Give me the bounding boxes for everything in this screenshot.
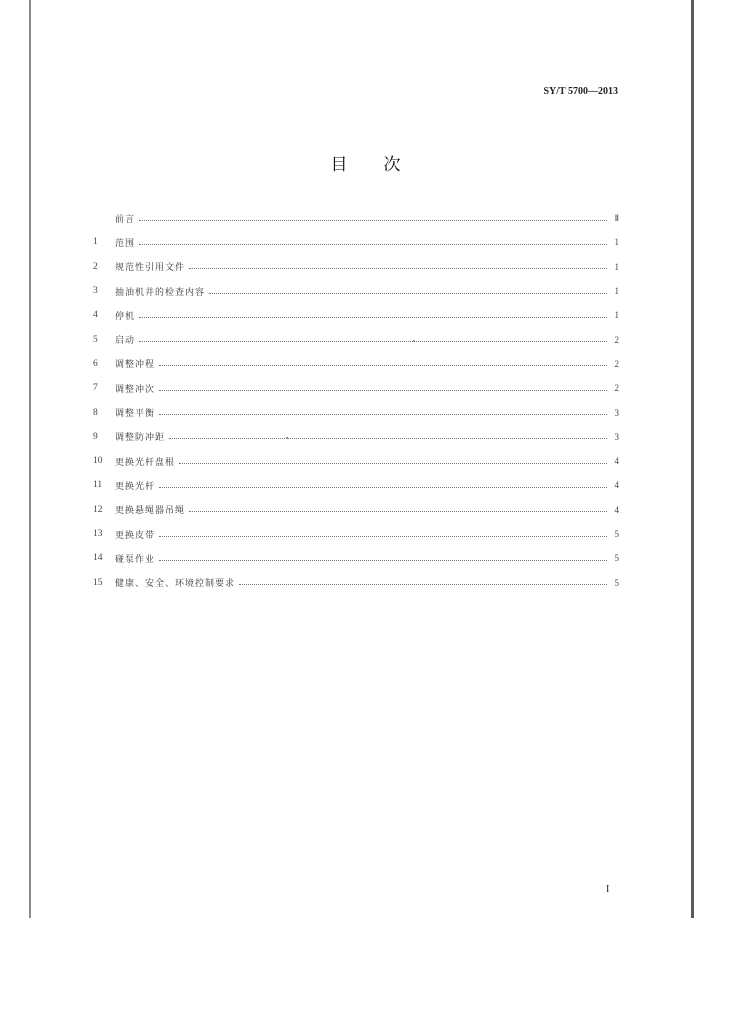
standard-code: SY/T 5700—2013 — [543, 86, 618, 97]
toc-dot-leader — [179, 463, 607, 464]
toc-entry-number: 3 — [93, 286, 98, 297]
scan-edge-left — [29, 0, 31, 918]
toc-dot-leader — [139, 317, 607, 318]
toc-entry-label: 健康、安全、环境控制要求 — [115, 579, 236, 590]
toc-entry-label: 调整防冲距 — [115, 433, 166, 444]
toc-entry-page: 3 — [614, 407, 619, 418]
toc-dot-leader — [139, 244, 607, 245]
toc-entry-page: 1 — [614, 286, 619, 297]
toc-entry[interactable] — [93, 255, 619, 279]
table-of-contents — [93, 206, 619, 595]
page-title: 目次 — [330, 155, 437, 175]
toc-entry-label: 更换皮带 — [115, 530, 156, 541]
toc-entry-label: 前言 — [115, 214, 136, 225]
toc-entry[interactable] — [93, 206, 619, 230]
toc-entry-label: 抽油机井的检查内容 — [115, 287, 206, 298]
toc-entry-number: 11 — [93, 480, 103, 491]
toc-entry-page: 5 — [614, 553, 619, 564]
toc-entry-page: 1 — [614, 237, 619, 248]
toc-entry[interactable] — [93, 230, 619, 254]
toc-entry[interactable] — [93, 327, 619, 351]
toc-entry-page: 2 — [614, 358, 619, 369]
toc-entry[interactable] — [93, 449, 619, 473]
toc-entry[interactable] — [93, 425, 619, 449]
toc-entry-label: 启动 — [115, 336, 136, 347]
toc-entry-label: 调整冲次 — [115, 384, 156, 395]
toc-dot-leader — [159, 414, 607, 415]
toc-dot-leader — [139, 341, 607, 342]
toc-entry[interactable] — [93, 400, 619, 424]
toc-entry-page: 2 — [614, 334, 619, 345]
toc-entry-page: 5 — [614, 577, 619, 588]
toc-entry-number: 8 — [93, 407, 98, 418]
toc-entry-number: 10 — [93, 456, 103, 467]
toc-entry-number: 12 — [93, 504, 103, 515]
toc-entry[interactable] — [93, 522, 619, 546]
scan-edge-right — [691, 0, 694, 918]
toc-entry-number: 4 — [93, 310, 98, 321]
toc-dot-leader — [159, 560, 607, 561]
toc-entry-number: 2 — [93, 261, 98, 272]
toc-entry-label: 调整平衡 — [115, 409, 156, 420]
toc-entry-number: 1 — [93, 237, 98, 248]
toc-dot-leader — [189, 268, 607, 269]
scan-speck — [413, 340, 415, 342]
toc-entry[interactable] — [93, 352, 619, 376]
toc-entry-number: 7 — [93, 383, 98, 394]
toc-entry-label: 更换光杆 — [115, 481, 156, 492]
toc-entry-page: 1 — [614, 310, 619, 321]
toc-entry[interactable] — [93, 279, 619, 303]
toc-entry-page: 4 — [614, 480, 619, 491]
toc-dot-leader — [159, 487, 607, 488]
toc-entry[interactable] — [93, 376, 619, 400]
toc-entry[interactable] — [93, 303, 619, 327]
toc-entry-page: 1 — [614, 261, 619, 272]
toc-entry[interactable] — [93, 498, 619, 522]
toc-dot-leader — [139, 220, 607, 221]
toc-entry-page: 4 — [614, 456, 619, 467]
toc-dot-leader — [189, 511, 607, 512]
toc-dot-leader — [169, 438, 607, 439]
toc-entry-label: 碰泵作业 — [115, 554, 156, 565]
toc-entry-number: 15 — [93, 577, 103, 588]
toc-dot-leader — [209, 293, 607, 294]
toc-entry-page: 4 — [614, 504, 619, 515]
toc-entry-label: 范围 — [115, 238, 136, 249]
toc-entry-number: 6 — [93, 358, 98, 369]
toc-entry-number: 5 — [93, 334, 98, 345]
toc-entry-number: 14 — [93, 553, 103, 564]
page-number: I — [606, 884, 610, 895]
toc-dot-leader — [239, 584, 607, 585]
toc-entry[interactable] — [93, 473, 619, 497]
toc-entry[interactable] — [93, 570, 619, 594]
toc-dot-leader — [159, 390, 607, 391]
toc-entry-number: 13 — [93, 529, 103, 539]
toc-entry-page: 3 — [614, 431, 619, 442]
toc-entry[interactable] — [93, 546, 619, 570]
toc-entry-label: 规范性引用文件 — [115, 263, 186, 274]
toc-entry-page: 5 — [614, 529, 619, 539]
toc-entry-label: 更换悬绳器吊绳 — [115, 506, 186, 517]
toc-entry-page: 2 — [614, 383, 619, 394]
scan-speck — [286, 437, 288, 439]
toc-entry-label: 调整冲程 — [115, 360, 156, 371]
toc-entry-number: 9 — [93, 431, 98, 442]
toc-dot-leader — [159, 365, 607, 366]
toc-dot-leader — [159, 536, 607, 537]
toc-entry-page: Ⅱ — [614, 212, 619, 223]
toc-entry-label: 停机 — [115, 311, 136, 322]
toc-entry-label: 更换光杆盘根 — [115, 457, 176, 468]
